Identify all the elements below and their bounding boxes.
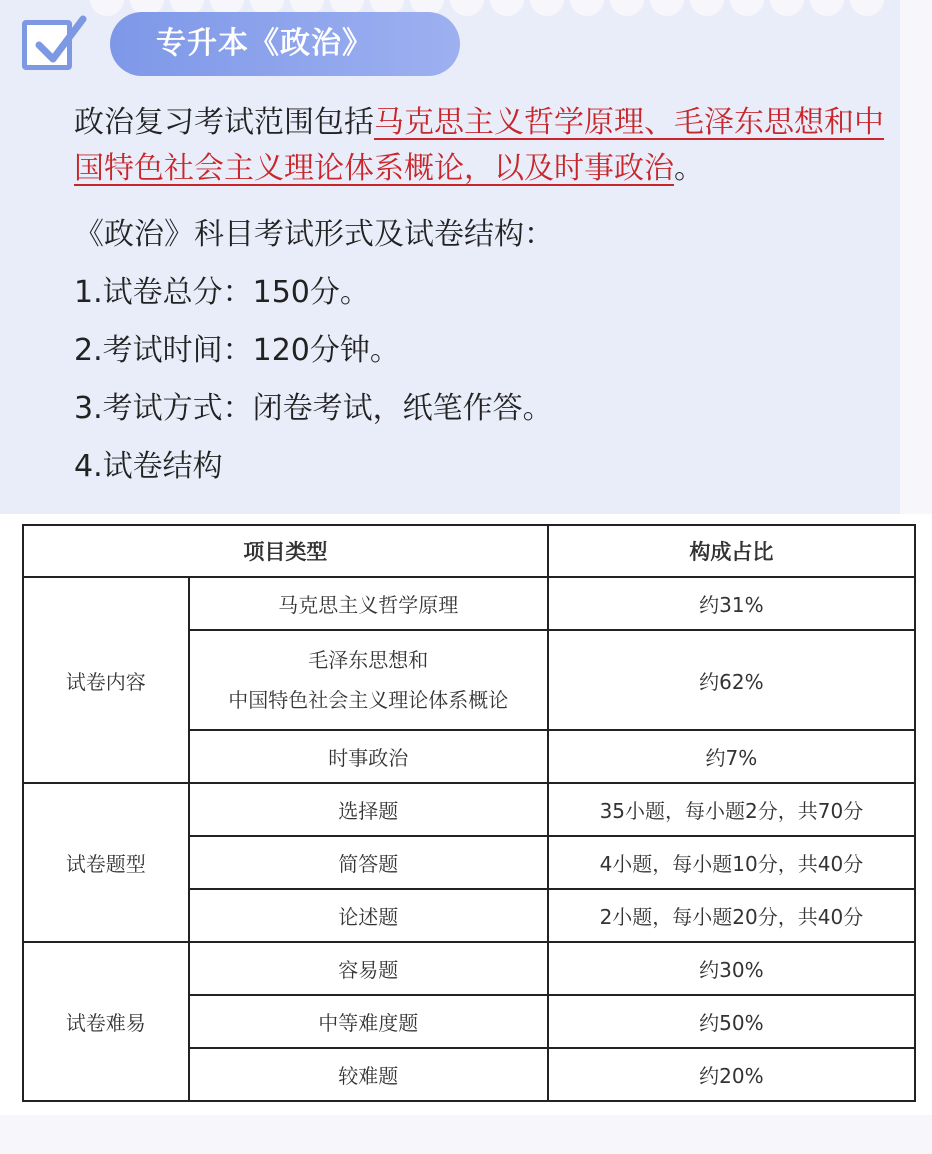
category-cell: 试卷难易 (23, 942, 189, 1101)
item-cell: 较难题 (189, 1048, 548, 1101)
item-cell-line: 中国特色社会主义理论体系概论 (228, 688, 509, 712)
category-cell: 试卷内容 (23, 577, 189, 783)
header-item-type: 项目类型 (23, 525, 548, 577)
header-proportion: 构成占比 (548, 525, 915, 577)
item-cell: 马克思主义哲学原理 (189, 577, 548, 630)
item-cell (189, 630, 548, 730)
value-cell: 约31% (548, 577, 915, 630)
content-card (0, 0, 900, 514)
value-cell: 约50% (548, 995, 915, 1048)
item-cell: 时事政治 (189, 730, 548, 783)
intro-paragraph (74, 100, 884, 192)
item-cell-line: 毛泽东思想和 (308, 648, 429, 672)
value-cell: 35小题，每小题2分，共70分 (548, 783, 915, 836)
value-cell: 约20% (548, 1048, 915, 1101)
value-cell: 4小题，每小题10分，共40分 (548, 836, 915, 889)
intro-prefix: 政治复习考试范围包括 (74, 105, 374, 140)
body-text (74, 100, 884, 496)
intro-suffix: 。 (674, 151, 704, 186)
item-cell: 选择题 (189, 783, 548, 836)
checkbox-check-icon (22, 20, 72, 70)
item-cell: 容易题 (189, 942, 548, 995)
item-cell: 简答题 (189, 836, 548, 889)
category-cell: 试卷题型 (23, 783, 189, 942)
page-title: 专升本《政治》 (110, 12, 460, 76)
structure-table-area (0, 514, 932, 1115)
total-score-line: 1.试卷总分：150分。 (74, 275, 370, 310)
value-cell: 约62% (548, 630, 915, 730)
value-cell: 约30% (548, 942, 915, 995)
scalloped-edge (0, 0, 900, 12)
exam-time-line: 2.考试时间：120分钟。 (74, 333, 400, 368)
bottom-strip (0, 1115, 932, 1154)
item-cell: 中等难度题 (189, 995, 548, 1048)
structure-table (22, 524, 916, 1102)
value-cell: 2小题，每小题20分，共40分 (548, 889, 915, 942)
intro-highlight: 马克思主义哲学原理、毛泽东思想和中国特色社会主义理论体系概论，以及时事政治 (74, 105, 884, 186)
paper-structure-line: 4.试卷结构 (74, 449, 223, 484)
exam-method-line: 3.考试方式：闭卷考试，纸笔作答。 (74, 391, 553, 426)
item-cell: 论述题 (189, 889, 548, 942)
exam-format-heading: 《政治》科目考试形式及试卷结构： (74, 217, 554, 252)
value-cell: 约7% (548, 730, 915, 783)
